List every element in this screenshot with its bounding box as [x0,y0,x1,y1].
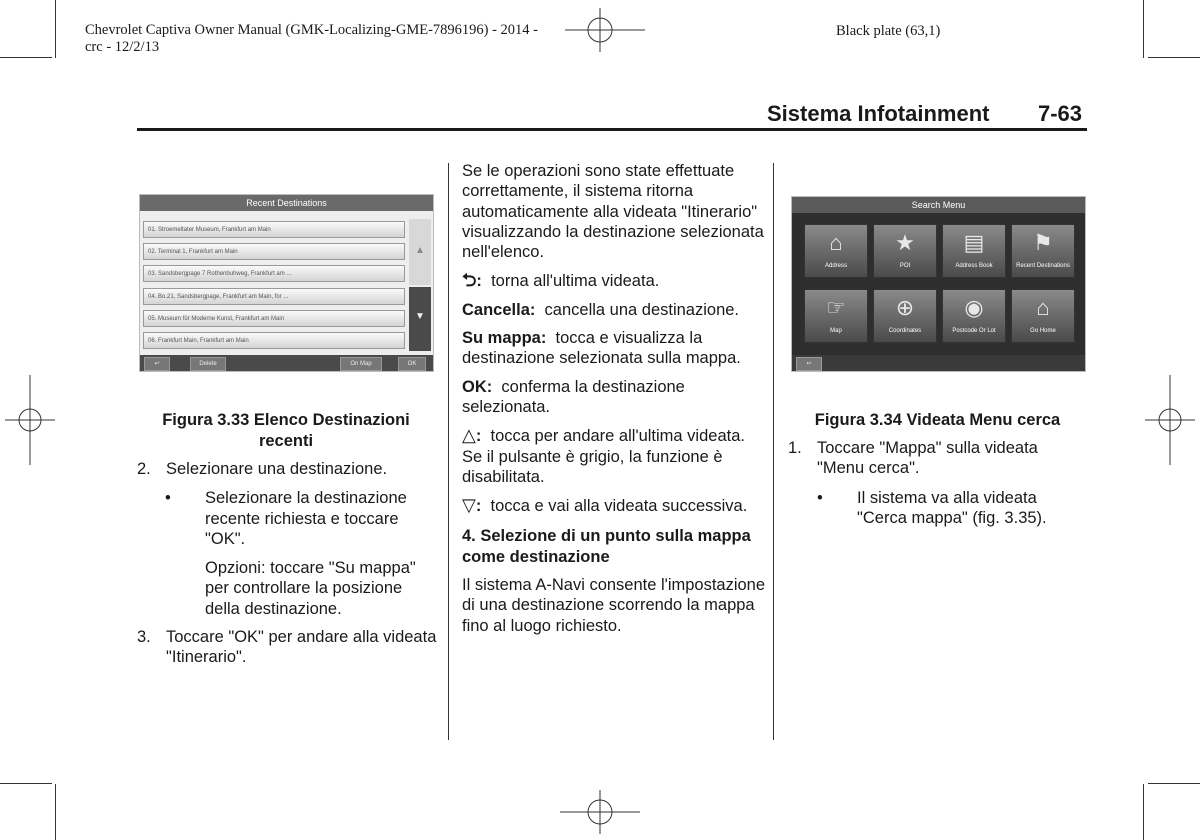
screen-title-bar [140,195,433,211]
figure-caption: Figura 3.34 Videata Menu cerca [814,411,1061,429]
crop-mark [0,783,52,784]
plate-label: Black plate (63,1) [836,23,941,39]
crop-mark [1143,0,1144,58]
tile-address: ⌂ Address [804,224,868,278]
title-rule [137,128,1087,131]
screen-button-bar [140,355,433,371]
pin-icon: ◉ [964,295,984,320]
section-heading: 4. Selezione di un punto sulla mappa come destinazione [462,527,751,566]
bullet-text: Selezionare la destinazione recente richiesta e toccare "OK". [205,489,407,548]
back-description: ⮌: torna all'ultima videata. [462,270,660,291]
registration-mark-left [5,375,55,465]
ok-text: conferma la destinazione selezionata. [462,377,685,416]
down-text: tocca e vai alla videata successiva. [490,497,748,516]
bullet-text: Il sistema va alla videata "Cerca mappa" (fig. 3.35). [857,488,1047,527]
map-icon: ☞ [826,295,846,320]
list-item: 03. Sandsbergpage 7 Rothenbuhweg, Frankfurt am ... [143,265,405,282]
list-item: 05. Museum für Moderne Kunst, Frankfurt am Main [143,310,405,327]
cancella-label: Cancella: [462,300,536,319]
step-number: 3. [137,628,151,647]
crop-mark [1148,57,1200,58]
column-divider [448,163,449,740]
ok-button: OK [398,357,426,371]
page-number: 7-63 [1038,101,1083,126]
scroll-up-panel [409,219,431,285]
screen-title: Recent Destinations [246,198,327,208]
step-2 [137,459,437,479]
screen-button-bar [792,355,1085,371]
up-arrow-icon: ▲ [415,245,425,256]
step-number: 2. [137,460,151,478]
column-divider [773,163,774,740]
down-triangle-icon: ▽ [462,495,476,516]
manual-title: Chevrolet Captiva Owner Manual (GMK-Localizing-GME-7896196) - 2014 - [85,22,539,38]
ok-description [462,377,767,418]
step-number: 1. [788,439,802,457]
step-text: Toccare "Mappa" sulla videata "Menu cerca". [817,439,1038,478]
column-3 [788,438,1088,528]
bullet-icon: • [817,488,823,507]
screen-title: Search Menu [911,200,966,210]
globe-icon: ⊕ [895,295,915,320]
manual-header [85,22,538,56]
bullet-icon: • [165,489,171,508]
bullet-item [137,488,437,549]
list-item: 02. Terminal 1, Frankfurt am Main [143,243,405,260]
tile-go-home: ⌂ Go Home [1011,289,1075,343]
registration-mark-top [565,8,645,52]
registration-mark-bottom [560,790,640,834]
list-item: 04. Bo.21, Sandsbergpage, Frankfurt am Main, for ... [143,288,405,305]
screen-title-bar [792,197,1085,213]
intro-paragraph: Se le operazioni sono state effettuate correttamente, il sistema ritorna automaticamente alla videata "Itinerario" visualizzando la destinazione selezionata nell'elenco. [462,162,764,262]
star-icon: ★ [895,230,915,255]
recent-destinations-screenshot [139,194,434,372]
figure-caption: Figura 3.33 Elenco Destinazioni recenti [162,411,410,450]
registration-mark-right [1145,375,1195,465]
flag-icon: ⚑ [1033,230,1053,255]
back-icon: ↩ [796,357,822,371]
home-icon: ⌂ [1036,295,1050,320]
scroll-down-panel [409,287,431,351]
search-menu-screenshot [791,196,1086,372]
column-1 [137,459,437,668]
ok-label: OK: [462,377,493,396]
step-1 [788,438,1088,479]
tile-coordinates: ⊕ Coordinates [873,289,937,343]
tile-postcode: ◉ Postcode Or Lot [942,289,1006,343]
on-map-button: On Map [340,357,382,371]
up-description: △: tocca per andare all'ultima videata. Se il pulsante è grigio, la funzione è disabilitata. [462,425,745,486]
list-item: 06. Frankfurt Main, Frankfurt am Main [143,332,405,349]
section-title: Sistema Infotainment [767,101,990,126]
back-icon: ↩ [144,357,170,371]
tile-poi: ★ POI [873,224,937,278]
bullet-item [788,488,1088,529]
tile-recent-destinations: ⚑ Recent Destinations [1011,224,1075,278]
su-mappa-label: Su mappa: [462,329,547,348]
crop-mark [1143,784,1144,840]
down-description: ▽: tocca e vai alla videata successiva. [462,495,748,516]
cancella-text: cancella una destinazione. [544,300,740,319]
bullet-note: Opzioni: toccare "Su mappa" per controllare la posizione della destinazione. [205,559,416,618]
back-text: torna all'ultima videata. [491,272,660,291]
delete-button: Delete [190,357,226,371]
manual-date: crc - 12/2/13 [85,39,160,55]
cancella-description [462,300,767,320]
back-arrow-icon: ⮌ [462,270,477,291]
crop-mark [55,0,56,58]
tile-map: ☞ Map [804,289,868,343]
step-text: Selezionare una destinazione. [166,460,388,478]
step-text: Toccare "OK" per andare alla videata "Itinerario". [166,628,437,667]
column-2 [462,161,767,636]
house-icon: ⌂ [829,230,843,255]
tile-address-book: ▤ Address Book [942,224,1006,278]
section-body: Il sistema A-Navi consente l'impostazione di una destinazione scorrendo la mappa fino al luogo richiesto. [462,576,766,635]
su-mappa-text: tocca e visualizza la destinazione selezionata sulla mappa. [462,329,741,368]
up-text: tocca per andare all'ultima videata. Se il pulsante è grigio, la funzione è disabilitata. [462,427,745,486]
book-icon: ▤ [963,230,985,255]
su-mappa-description [462,328,767,369]
crop-mark [0,57,52,58]
up-triangle-icon: △ [462,425,476,446]
crop-mark [1148,783,1200,784]
step-3 [137,627,437,668]
crop-mark [55,784,56,840]
down-arrow-icon: ▼ [415,311,425,322]
list-item: 01. Stroemeltater Museum, Frankfurt am Main [143,221,405,238]
